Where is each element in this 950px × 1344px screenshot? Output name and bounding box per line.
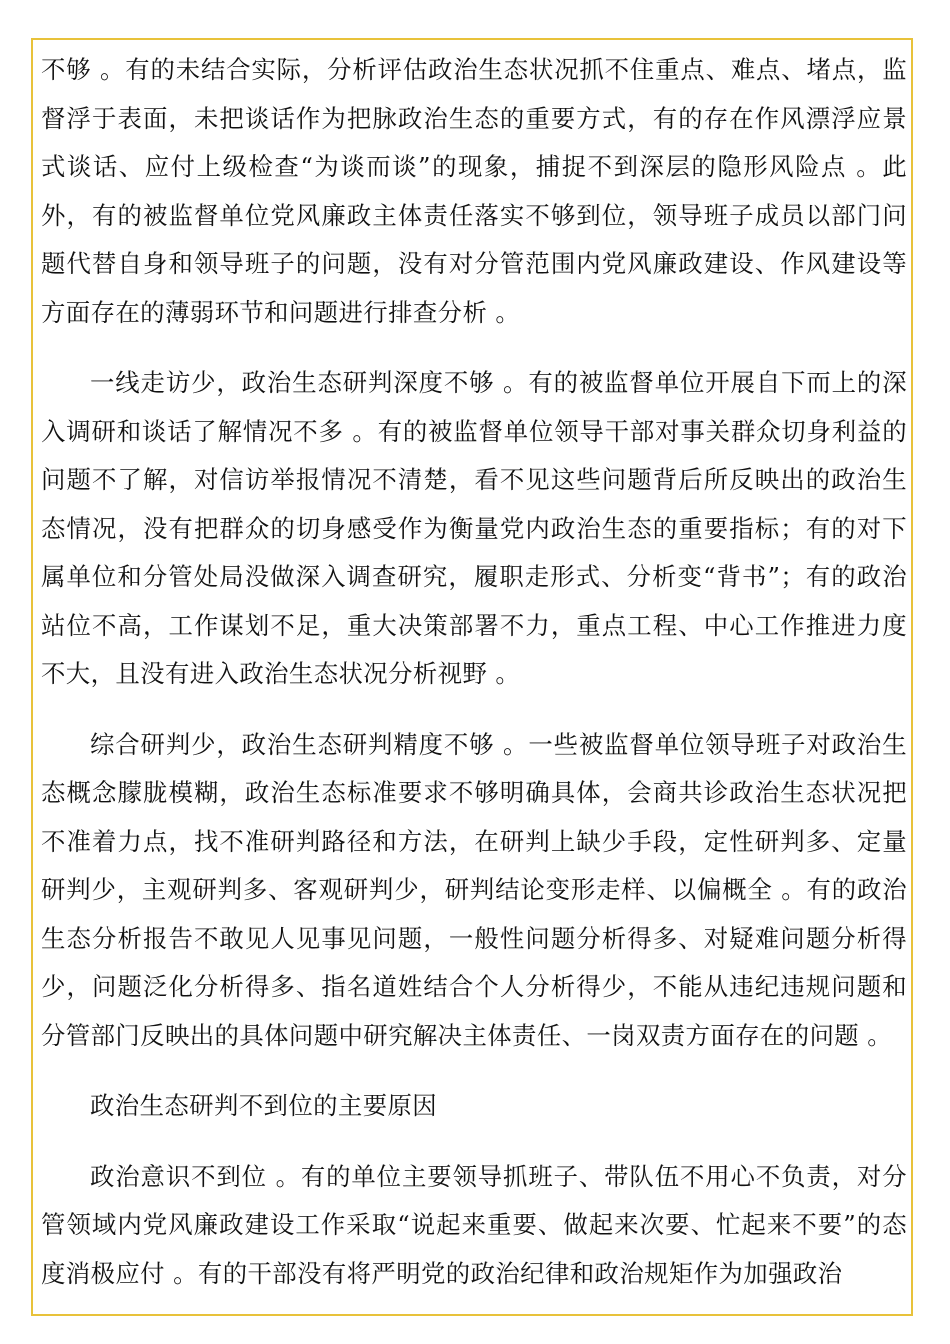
document-body	[41, 46, 907, 1320]
paragraph-comprehensive-analysis: 综合研判少，政治生态研判精度不够 。一些被监督单位领导班子对政治生态概念朦胧模糊，政治生态标准要求不够明确具体，会商共诊政治生态状况把不准着力点，找不准研判路径和方法，在研判上缺少手段，定性研判多、定量研判少，主观研判多、客观研判少，研判结论变形走样、以偏概全 。有的政治生态分析报告不敢见人见事见问题，一般性问题分析得多、对疑难问题分析得少，问题泛化分析得多、指名道姓结合个人分析得少，不能从违纪违规问题和分管部门反映出的具体问题中研究解决主体责任、一岗双责方面存在的问题 。	[41, 729, 907, 1050]
paragraph-political-awareness: 政治意识不到位 。有的单位主要领导抓班子、带队伍不用心不负责，对分管领域内党风廉政建设工作采取“说起来重要、做起来次要、忙起来不要”的态度消极应付 。有的干部没有将严明党的政治纪律和政治规矩作为加强政治	[41, 1161, 907, 1288]
section-heading-main-causes: 政治生态研判不到位的主要原因	[90, 1091, 438, 1120]
paragraph-field-visits: 一线走访少，政治生态研判深度不够 。有的被监督单位开展自下而上的深入调研和谈话了解情况不多 。有的被监督单位领导干部对事关群众切身利益的问题不了解，对信访举报情况不清楚，看不见这些问题背后所反映出的政治生态情况，没有把群众的切身感受作为衡量党内政治生态的重要指标；有的对下属单位和分管处局没做深入调查研究，履职走形式、分析变“背书”；有的政治站位不高，工作谋划不足，重大决策部署不力，重点工程、中心工作推进力度不大，且没有进入政治生态状况分析视野 。	[41, 368, 907, 688]
paragraph-continuation: 不够 。有的未结合实际，分析评估政治生态状况抓不住重点、难点、堵点，监督浮于表面，未把谈话作为把脉政治生态的重要方式，有的存在作风漂浮应景式谈话、应付上级检查“为谈而谈”的现象，捕捉不到深层的隐形风险点 。此外，有的被监督单位党风廉政主体责任落实不够到位，领导班子成员以部门问题代替自身和领导班子的问题，没有对分管范围内党风廉政建设、作风建设等方面存在的薄弱环节和问题进行排查分析 。	[41, 55, 907, 327]
